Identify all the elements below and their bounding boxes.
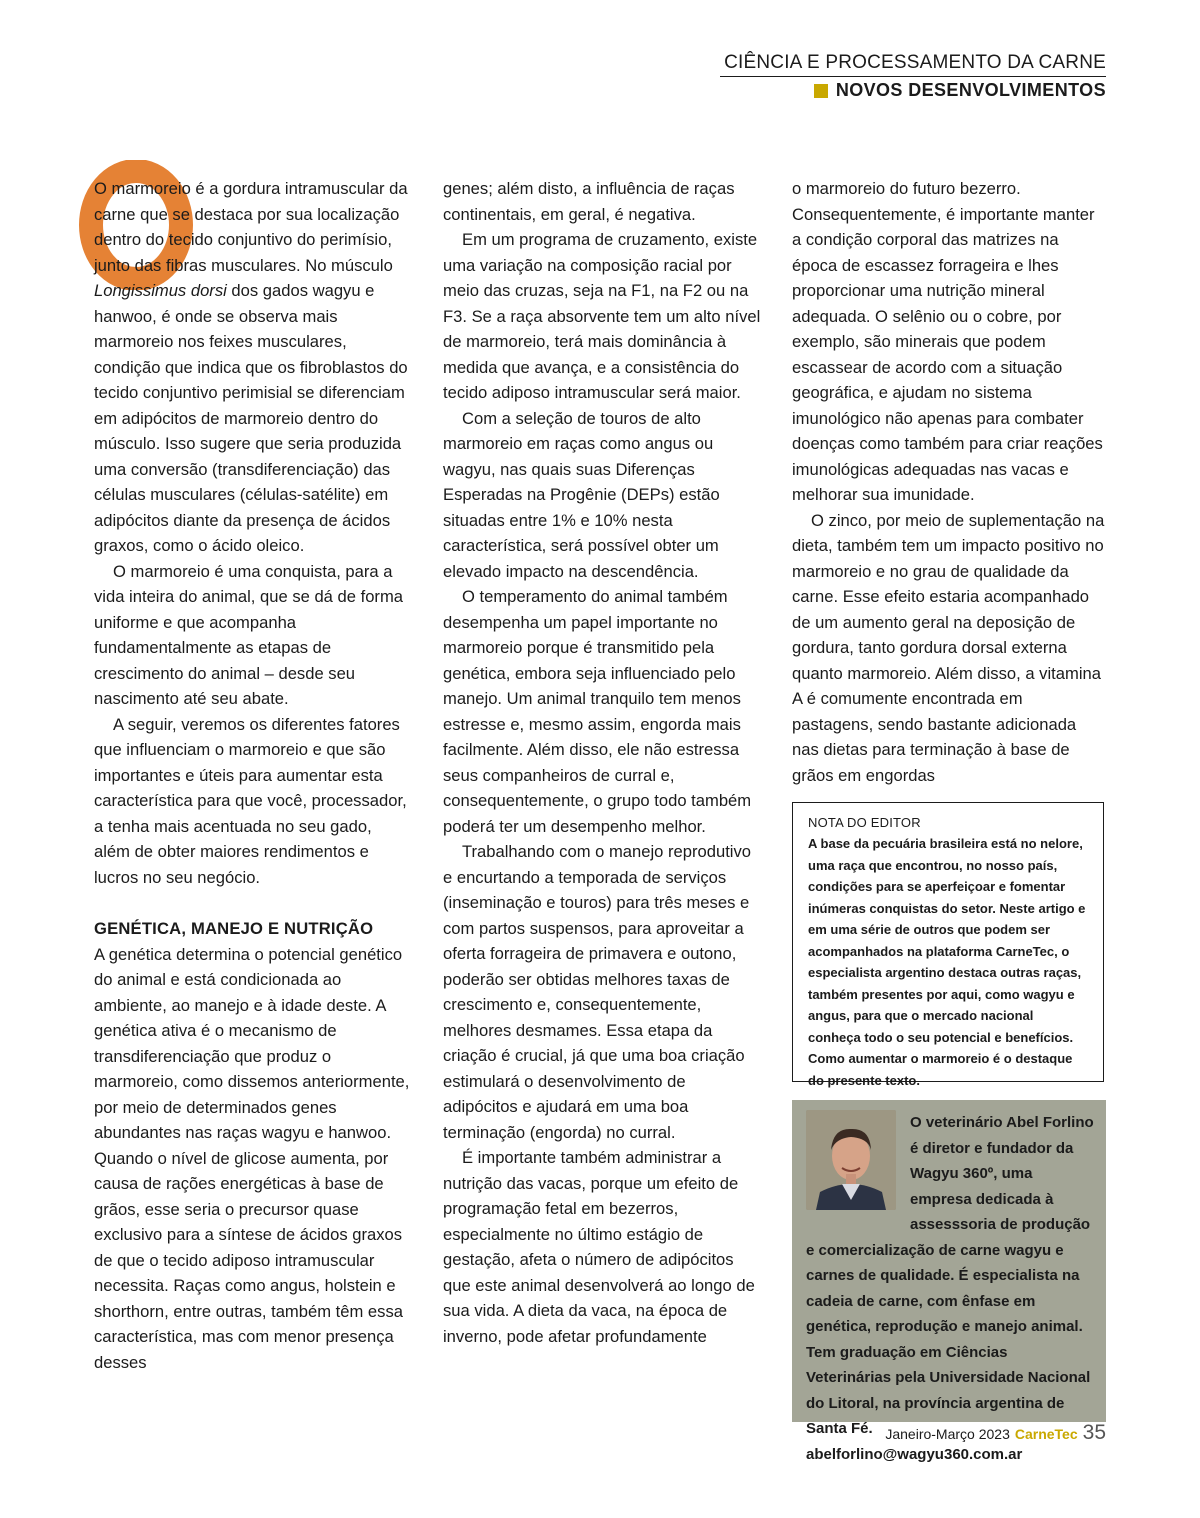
section-heading: GENÉTICA, MANEJO E NUTRIÇÃO — [94, 919, 374, 938]
editor-note-box — [792, 802, 1104, 1088]
paragraph-text: O marmoreio é a gordura intramuscular da carne que se destaca por sua localização dentro do tecido conjuntivo do perimísio, junto das fibras musculares. No músculo — [94, 179, 408, 275]
paragraph: Com a seleção de touros de alto marmoreio em raças como angus ou wagyu, nas quais suas Diferenças Esperadas na Progênie (DEPs) estão situadas entre 1% e 10% nesta característica, será possível obter um elevado impacto na descendência. — [443, 408, 720, 581]
author-email[interactable]: abelforlino@wagyu360.com.ar — [806, 1445, 1023, 1463]
article-column-2 — [443, 176, 761, 1349]
paragraph: É importante também administrar a nutrição das vacas, porque um efeito de programação fetal em bezerros, especialmente no último estágio de gestação, afeta o número de adipócitos que este animal desenvolverá ao longo de sua vida. A dieta da vaca, na época de inverno, pode afetar profundamente — [443, 1148, 755, 1346]
article-column-3 — [792, 176, 1106, 788]
paragraph: O marmoreio é uma conquista, para a vida inteira do animal, que se dá de forma uniforme e que acompanha fundamentalmente as etapas de crescimento do animal – desde seu nascimento até seu abate. — [94, 561, 404, 708]
footer-magazine: CarneTec — [1014, 1426, 1078, 1442]
paragraph-text: dos gados wagyu e hanwoo, é onde se observa mais marmoreio nos feixes musculares, condição que indica que os fibroblastos do tecido conjuntivo perimisial se diferenciam em adipócitos de marmoreio dentro do músculo. Isso sugere que seria produzida uma conversão (transdiferenciação) das células musculares (células-satélite) em adipócitos diante da presença de ácidos graxos, como o ácido oleico. — [94, 281, 408, 555]
author-name: Abel Forlino — [1006, 1114, 1094, 1131]
page-number: 35 — [1082, 1421, 1106, 1444]
author-photo — [806, 1110, 896, 1210]
paragraph — [94, 176, 412, 559]
paragraph: genes; além disto, a influência de raças continentais, em geral, é negativa. — [443, 179, 735, 224]
paragraph: o marmoreio do futuro bezerro. Consequentemente, é importante manter a condição corporal das matrizes na época de escassez forrageira e lhes proporcionar uma nutrição mineral adequada. O selênio ou o cobre, por exemplo, são minerais que podem escassear de acordo com a situação geográfica, e ajudam no sistema imunológico não apenas para combater doenças como também para criar reações imunológicas adequadas nas vacas e melhorar sua imunidade. — [792, 179, 1103, 504]
page-header — [720, 52, 1106, 101]
italic-term: Longissimus dorsi — [94, 281, 227, 300]
footer-date: Janeiro-Março 2023 — [885, 1426, 1010, 1442]
article-column-1 — [94, 176, 412, 1375]
paragraph: Trabalhando com o manejo reprodutivo e encurtando a temporada de serviços (inseminação e touros) para três meses e com partos suspensos, para aproveitar a oferta forrageira de primavera e outono, poderão ser obtidas melhores taxas de crescimento e, consequentemente, melhores desmames. Essa etapa da criação é crucial, já que uma boa criação estimulará o desenvolvimento de adipócitos e ajudará em uma boa terminação (engorda) no curral. — [443, 842, 752, 1142]
section-title: CIÊNCIA E PROCESSAMENTO DA CARNE — [720, 52, 1106, 77]
page-footer — [885, 1421, 1106, 1445]
bio-text: é diretor e fundador da Wagyu 360º, uma empresa dedicada à assesssoria de produção e comercialização de carne wagyu e carnes de qualidade. É especialista na cadeia de carne, com ênfase em genética, reprodução e manejo animal. Tem graduação em Ciências Veterinárias pela Universidade Nacional do Litoral, na província argentina de Santa Fé. — [806, 1139, 1091, 1437]
paragraph: A seguir, veremos os diferentes fatores que influenciam o marmoreio e que são importantes e úteis para aumentar esta característica para que você, processador, a tenha mais acentuada no seu gado, além de obter maiores rendimentos e lucros no seu negócio. — [94, 714, 407, 887]
subsection-title: NOVOS DESENVOLVIMENTOS — [835, 80, 1106, 100]
paragraph: Em um programa de cruzamento, existe uma variação na composição racial por meio das cruzas, seja na F1, na F2 ou na F3. Se a raça absorvente tem um alto nível de marmoreio, terá mais dominância à medida que avança, e a consistência do tecido adiposo intramuscular será maior. — [443, 230, 761, 402]
bio-lead: O veterinário — [910, 1114, 1007, 1131]
paragraph: O zinco, por meio de suplementação na dieta, também tem um impacto positivo no marmoreio e no grau de qualidade da carne. Esse efeito estaria acompanhado de um aumento geral na deposição de gordura, tanto gordura dorsal externa quanto marmoreio. Além disso, a vitamina A é comumente encontrada em pastagens, sendo bastante adicionada nas dietas para terminação à base de grãos em engordas — [792, 510, 1105, 785]
editor-note-body: A base da pecuária brasileira está no nelore, uma raça que encontrou, no nosso país, condições para se aperfeiçoar e fomentar inúmeras conquistas do setor. Neste artigo e em uma série de outros que podem ser acompanhados na plataforma CarneTec, o especialista argentino destaca outras raças, também presentes por aqui, como wagyu e angus, para que o mercado nacional conheça todo o seu potencial e benefícios. Como aumentar o marmoreio é o destaque do presente texto. — [808, 836, 1086, 1088]
editor-note-title: NOTA DO EDITOR — [808, 815, 921, 830]
paragraph: A genética determina o potencial genético do animal e está condicionada ao ambiente, ao manejo e à idade deste. A genética ativa é o mecanismo de transdiferenciação que produz o marmoreio, como dissemos anteriormente, por meio de determinados genes abundantes nas raças wagyu e hanwoo. Quando o nível de glicose aumenta, por causa de rações energéticas à base de grãos, esse seria o precursor quase exclusivo para a síntese de ácidos graxos de que o tecido adiposo intramuscular necessita. Raças como angus, holstein e shorthorn, entre outras, também têm essa característica, mas com menor presença desses — [94, 944, 410, 1372]
paragraph: O temperamento do animal também desempenha um papel importante no marmoreio porque é transmitido pela genética, embora seja influenciado pelo manejo. Um animal tranquilo tem menos estresse e, mesmo assim, engorda mais facilmente. Além disso, ele não estressa seus companheiros de curral e, consequentemente, o grupo todo também poderá ter um desempenho melhor. — [443, 587, 752, 836]
gold-square-icon — [814, 84, 828, 98]
subsection-line — [720, 80, 1106, 101]
